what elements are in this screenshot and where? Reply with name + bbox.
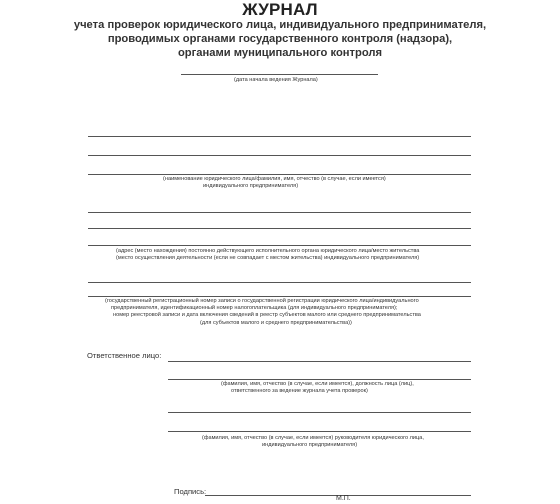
head-line-2[interactable] [168,431,471,432]
responsible-line-2[interactable] [168,379,471,380]
head-caption-line-1: (фамилия, имя, отчество (в случае, если имеется) руководителя юридического лица, [202,435,424,441]
stamp-label: М.П. [336,495,351,502]
subtitle-line-1: учета проверок юридического лица, индивидуального предпринимателя, [73,19,487,31]
address-caption-line-1: (адрес (место нахождения) постоянно действующего исполнительного органа юридического лица/место жительства [116,248,420,254]
entity-name-caption [163,176,386,190]
address-line-3[interactable] [88,245,471,246]
entity-name-line-3[interactable] [88,174,471,175]
start-date-line[interactable] [181,74,378,75]
address-line-2[interactable] [88,228,471,229]
address-caption-line-2: (место осуществления деятельности (если не совпадает с местом жительства) индивидуального предпринимателя) [116,255,420,262]
responsible-line-1[interactable] [168,361,471,362]
signature-label: Подпись: [174,487,207,496]
entity-name-line-1[interactable] [88,136,471,137]
registration-caption [105,298,421,327]
registration-caption-line-1: (государственный регистрационный номер записи о государственной регистрации юридического лица/индивидуального [105,298,419,304]
head-line-1[interactable] [168,412,471,413]
head-caption-line-2: индивидуального предпринимателя) [262,442,358,449]
document-title: ЖУРНАЛ [242,0,318,19]
entity-name-caption-line-2: индивидуального предпринимателя) [203,183,299,190]
start-date-caption: (дата начала ведения Журнала) [234,77,318,83]
address-caption [116,248,419,262]
entity-name-caption-line-1: (наименование юридического лица/фамилия, имя, отчество (в случае, если имеется) [163,176,386,182]
registration-caption-line-4: (для субъектов малого и среднего предпринимательства)) [200,319,352,326]
entity-name-line-2[interactable] [88,155,471,156]
registration-line-1[interactable] [88,282,471,283]
registration-line-2[interactable] [88,296,471,297]
head-caption [202,435,424,449]
responsible-caption [221,381,414,395]
document-subtitle [40,18,520,60]
registration-caption-line-3: номер реестровой записи и дата включения сведений в реестр субъектов малого или среднего предпринимательства [113,312,421,319]
responsible-caption-line-2: ответственного за ведение журнала учета проверок) [231,388,368,395]
subtitle-line-3: органами муниципального контроля [177,47,383,59]
registration-caption-line-2: предпринимателя, идентификационный номер налогоплательщика (для индивидуального предпринимателя); [111,305,398,312]
address-line-1[interactable] [88,212,471,213]
responsible-caption-line-1: (фамилия, имя, отчество (в случае, если имеется), должность лица (лиц), [221,381,414,387]
subtitle-line-2: проводимых органами государственного контроля (надзора), [107,33,453,45]
responsible-label: Ответственное лицо: [87,351,162,360]
